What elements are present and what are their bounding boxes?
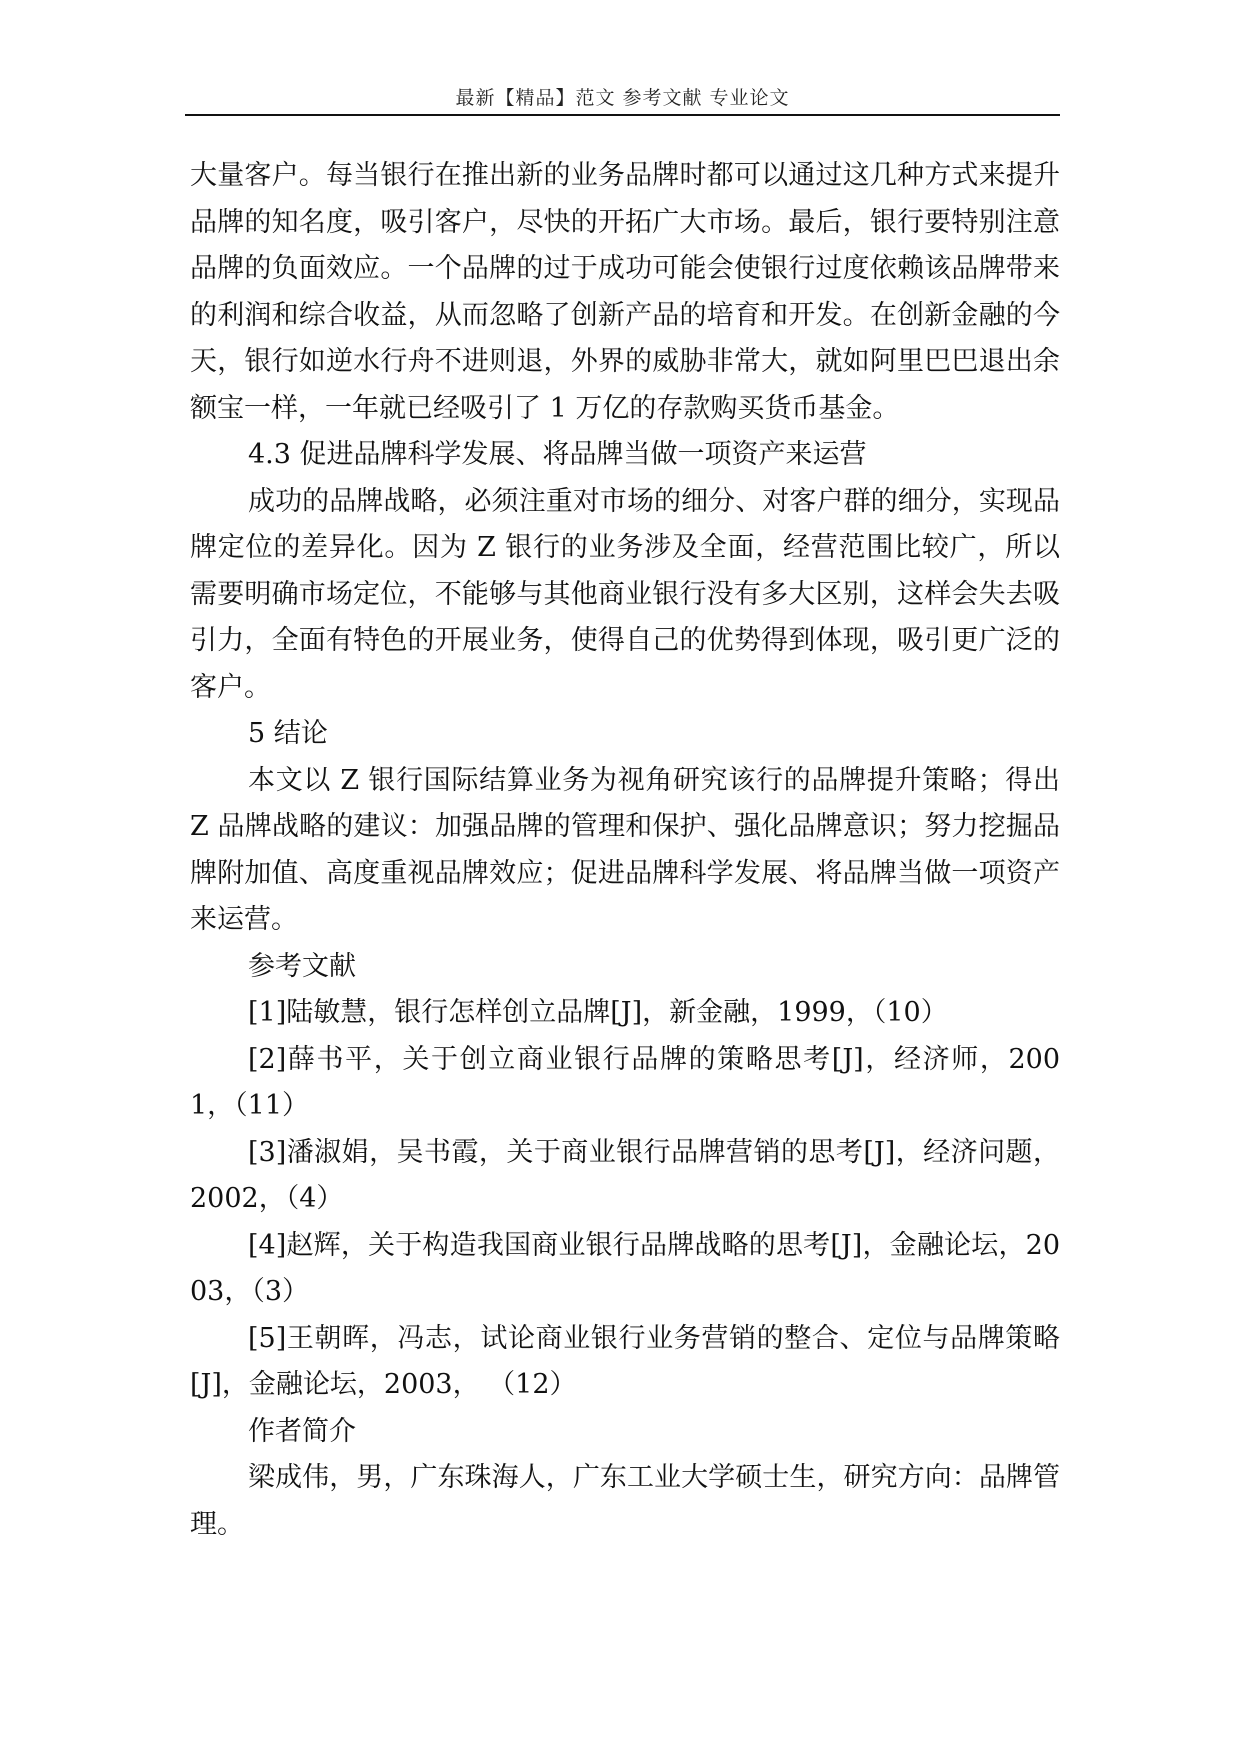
author-heading: 作者简介 (248, 1415, 356, 1447)
paragraph-brand-promotion: 大量客户。每当银行在推出新的业务品牌时都可以通过这几种方式来提升品牌的知名度，吸引客户，尽快的开拓广大市场。最后，银行要特别注意品牌的负面效应。一个品牌的过于成功可能会使银行过度依赖该品牌带来的利润和综合收益，从而忽略了创新产品的培育和开发。在创新金融的今天，银行如逆水行舟不进则退，外界的威胁非常大，就如阿里巴巴退出余额宝一样，一年就已经吸引了 1 万亿的存款购买货币基金。 (190, 160, 1060, 424)
page-header: 最新【精品】范文 参考文献 专业论文 (455, 87, 790, 109)
author-bio: 梁成伟，男，广东珠海人，广东工业大学硕士生，研究方向：品牌管理。 (190, 1462, 1060, 1540)
paragraph-conclusion: 本文以 Z 银行国际结算业务为视角研究该行的品牌提升策略；得出 Z 品牌战略的建议：加强品牌的管理和保护、强化品牌意识；努力挖掘品牌附加值、高度重视品牌效应；促进品牌科学发展、将品牌当做一项资产来运营。 (190, 764, 1060, 935)
reference-4: [4]赵辉，关于构造我国商业银行品牌战略的思考[J]，金融论坛，2003，（3） (190, 1229, 1060, 1307)
section-heading-5: 5 结论 (248, 718, 328, 749)
paragraph-brand-strategy: 成功的品牌战略，必须注重对市场的细分、对客户群的细分，实现品牌定位的差异化。因为 Z 银行的业务涉及全面，经营范围比较广，所以需要明确市场定位，不能够与其他商业银行没有多大区别，这样会失去吸引力，全面有特色的开展业务，使得自己的优势得到体现，吸引更广泛的客户。 (190, 485, 1060, 703)
section-heading-4-3: 4.3 促进品牌科学发展、将品牌当做一项资产来运营 (248, 439, 867, 470)
header-rule (185, 114, 1060, 116)
document-body (190, 153, 1060, 1548)
references-heading: 参考文献 (248, 950, 356, 982)
reference-1: [1]陆敏慧，银行怎样创立品牌[J]，新金融，1999，（10） (248, 997, 948, 1028)
reference-3: [3]潘淑娟，吴书霞，关于商业银行品牌营销的思考[J]，经济问题，2002，（4） (190, 1136, 1060, 1214)
reference-2: [2]薛书平，关于创立商业银行品牌的策略思考[J]，经济师，2001，（11） (190, 1043, 1060, 1121)
reference-5: [5]王朝晖，冯志，试论商业银行业务营销的整合、定位与品牌策略[J]，金融论坛，2003， （12） (190, 1322, 1060, 1400)
